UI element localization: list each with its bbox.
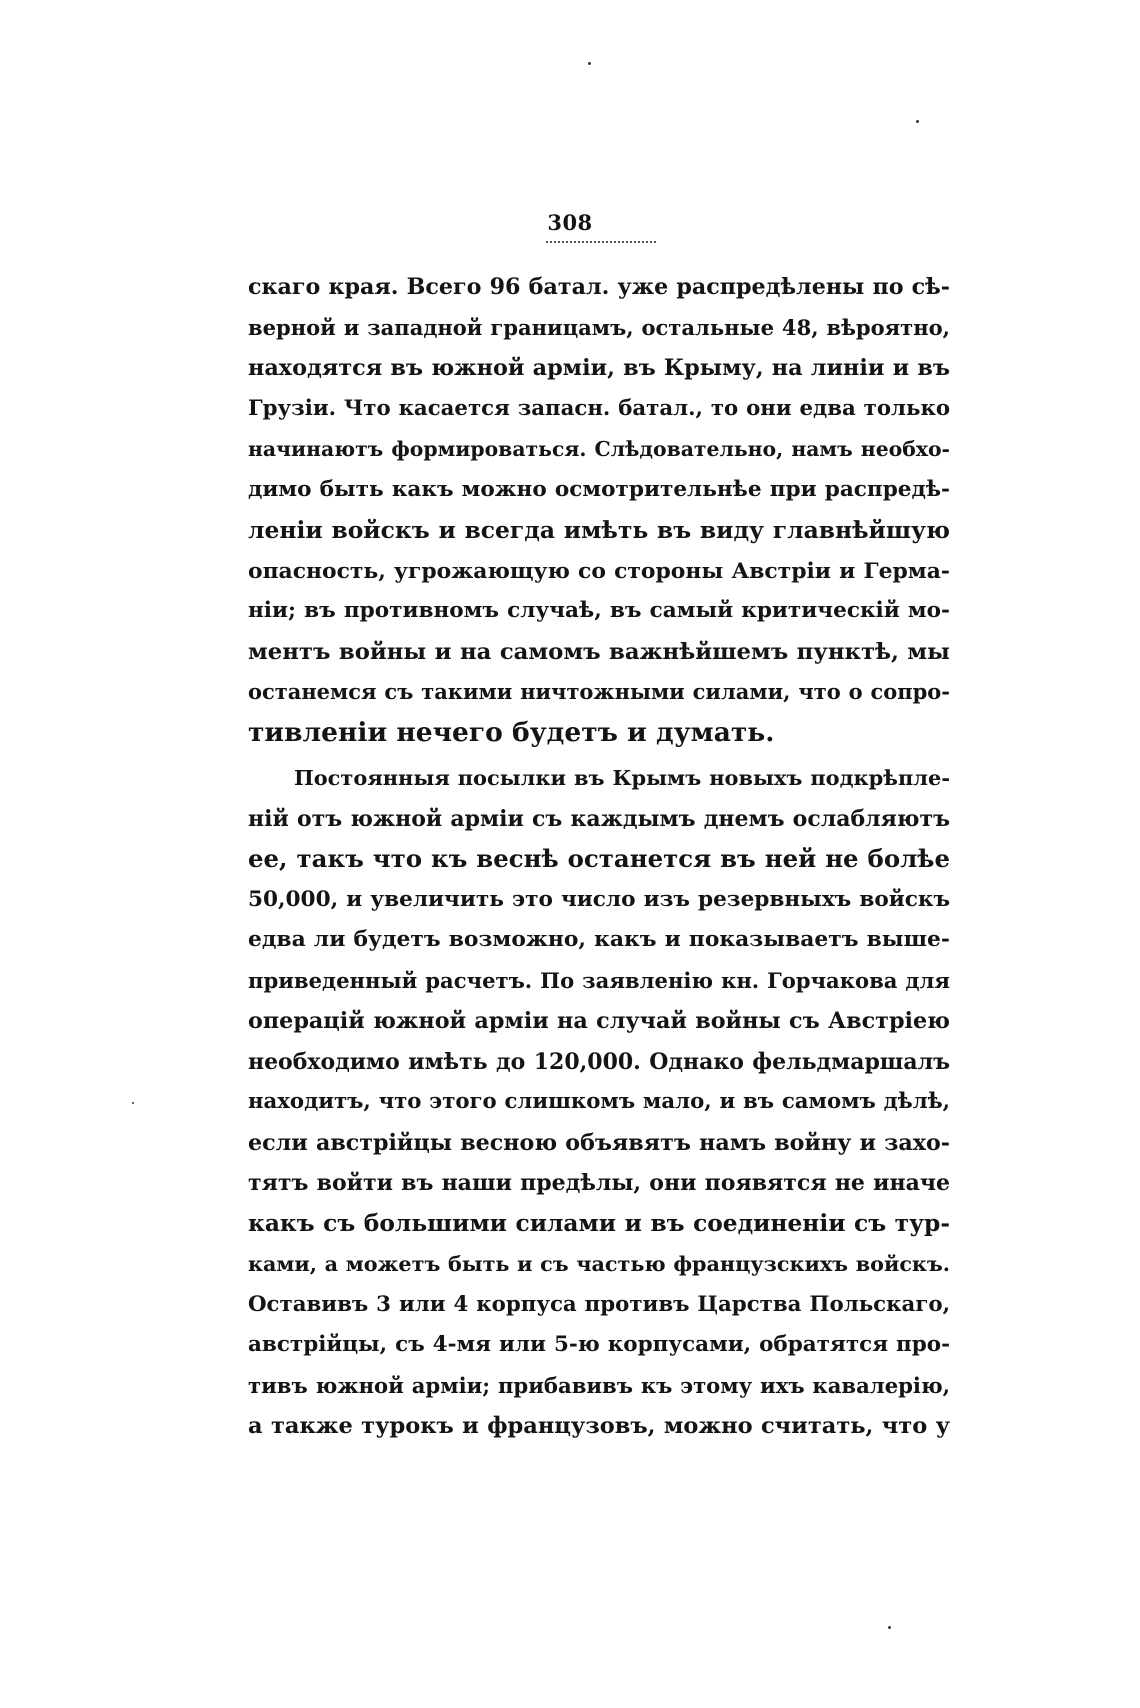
text-line: димо быть какъ можно осмотрительнѣе при распредѣ- [248, 476, 950, 502]
text-line: едва ли будетъ возможно, какъ и показываетъ выше- [248, 927, 950, 952]
page-number-rule [546, 241, 656, 247]
text-line: останемся съ такими ничтожными силами, что о сопро- [248, 679, 950, 704]
text-line: необходимо имѣть до 120,000. Однако фельдмаршалъ [248, 1048, 950, 1075]
text-line: какъ съ большими силами и въ соединеніи съ тур- [248, 1209, 950, 1237]
text-line: ками, а можетъ быть и съ частью французскихъ войскъ. [248, 1252, 950, 1276]
scan-speck [916, 120, 919, 123]
text-line: тивъ южной арміи; прибавивъ къ этому ихъ кавалерію, [248, 1372, 950, 1398]
text-line: тивленіи нечего будетъ и думать. [248, 716, 775, 748]
text-line: Постоянныя посылки въ Крымъ новыхъ подкрѣпле- [294, 765, 950, 790]
scan-speck [888, 1626, 891, 1629]
text-line: леніи войскъ и всегда имѣть въ виду главнѣйшую [248, 516, 950, 544]
scan-speck [132, 1102, 134, 1104]
text-line: верной и западной границамъ, остальные 48, вѣроятно, [248, 314, 950, 340]
paragraph [248, 758, 950, 1447]
text-line: операцій южной арміи на случай войны съ Австріею [248, 1008, 950, 1034]
body-text [248, 267, 950, 1447]
paragraph [248, 267, 950, 753]
text-line: тятъ войти въ наши предѣлы, они появятся не иначе [248, 1170, 950, 1196]
text-line: приведенный расчетъ. По заявленію кн. Горчакова для [248, 967, 950, 993]
text-line: скаго края. Всего 96 батал. уже распредѣлены по сѣ- [248, 274, 950, 300]
text-line: а также турокъ и французовъ, можно считать, что у [248, 1413, 950, 1439]
text-line: Оставивъ 3 или 4 корпуса противъ Царства Польскаго, [248, 1291, 950, 1317]
text-line: ментъ войны и на самомъ важнѣйшемъ пунктѣ, мы [248, 638, 950, 665]
text-line: находитъ, что этого слишкомъ мало, и въ самомъ дѣлѣ, [248, 1089, 950, 1114]
text-line: ніи; въ противномъ случаѣ, въ самый критическій мо- [248, 598, 950, 623]
text-line: опасность, угрожающую со стороны Австріи и Герма- [248, 557, 950, 584]
text-line: 50,000, и увеличить это число изъ резервныхъ войскъ [248, 886, 950, 912]
text-line: если австрійцы весною объявятъ намъ войну и захо- [248, 1129, 950, 1156]
scan-speck [588, 62, 591, 65]
text-line: начинаютъ формироваться. Слѣдовательно, намъ необхо- [248, 437, 950, 461]
text-line: находятся въ южной арміи, въ Крыму, на линіи и въ [248, 355, 950, 381]
text-line: Грузіи. Что касается запасн. батал., то они едва только [248, 395, 950, 421]
page-number: 308 [547, 210, 593, 235]
text-line: австрійцы, съ 4-мя или 5-ю корпусами, обратятся про- [248, 1332, 950, 1357]
text-line: ее, такъ что къ веснѣ останется въ ней не болѣе [248, 844, 950, 873]
text-line: ній отъ южной арміи съ каждымъ днемъ ослабляютъ [248, 805, 950, 832]
